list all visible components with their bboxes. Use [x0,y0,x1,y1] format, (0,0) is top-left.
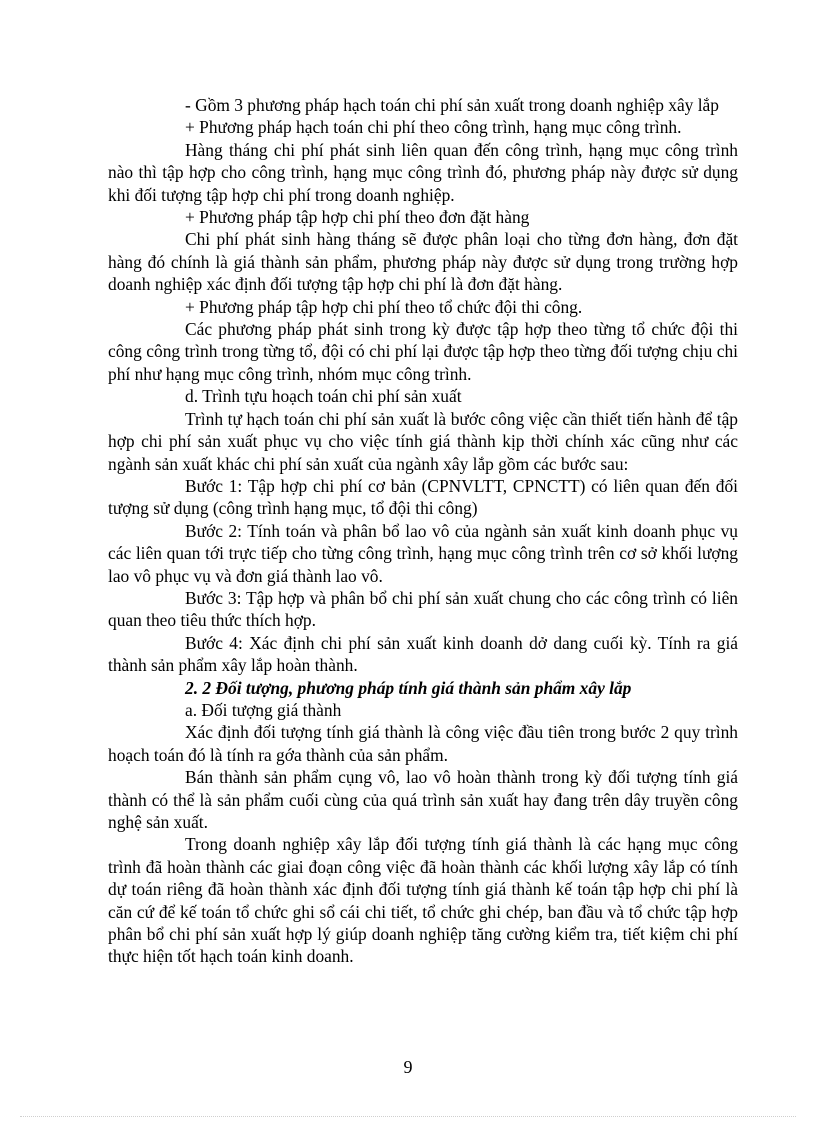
page-bottom-border [20,1116,796,1117]
subheading-d: d. Trình tựu hoạch toán chi phí sản xuất [185,386,462,407]
step-3: Bước 3: Tập hợp và phân bổ chi phí sản xuất chung cho các công trình có liên quan theo tiêu thức thích hợp. [108,587,738,631]
paragraph: Trong doanh nghiệp xây lắp đối tượng tính giá thành là các hạng mục công trình đã hoàn thành các giai đoạn công việc đã hoàn thành các khối lượng xây lắp có tính dự toán riêng đã hoàn thành xác định đối tượng tính giá thành kế toán tập hợp chi phí là căn cứ để kế toán tổ chức ghi sổ cái chi tiết, tổ chức ghi chép, ban đầu và tổ chức tập hợp phân bổ chi phí sản xuất hợp lý giúp doanh nghiệp tăng cường kiểm tra, tiết kiệm chi phí thực hiện tốt hạch toán kinh doanh. [108,834,738,967]
step-1: Bước 1: Tập hợp chi phí cơ bản (CPNVLTT, CPNCTT) có liên quan đến đối tượng sử dụng (công trình hạng mục, tổ đội thi công) [108,475,738,519]
paragraph: Chi phí phát sinh hàng tháng sẽ được phân loại cho từng đơn hàng, đơn đặt hàng đó chính là giá thành sản phẩm, phương pháp này được sử dụng trong trường hợp doanh nghiệp xác định đối tượng tập hợp chi phí là đơn đặt hàng. [108,229,738,295]
paragraph-method-2: + Phương pháp tập hợp chi phí theo đơn đặt hàng [185,207,530,228]
paragraph: Các phương pháp phát sinh trong kỳ được tập hợp theo từng tổ chức đội thi công công trình trong từng tổ, đội có chi phí lại được tập hợp theo từng đối tượng chịu chi phí như hạng mục công trình, nhóm mục công trình. [108,319,738,384]
page-number: 9 [403,1057,413,1077]
section-heading: 2. 2 Đối tượng, phương pháp tính giá thành sản phẩm xây lắp [185,677,632,698]
paragraph: Bán thành sản phẩm cụng vô, lao vô hoàn thành trong kỳ đối tượng tính giá thành có thể là sản phẩm cuối cùng của quá trình sản xuất hay đang trên dây truyền công nghệ sản xuất. [108,767,738,832]
step-2: Bước 2: Tính toán và phân bổ lao vô của ngành sản xuất kinh doanh phục vụ các liên quan tới trực tiếp cho từng công trình, hạng mục công trình trên cơ sở khối lượng lao vô phục vụ và đơn giá thành lao vô. [108,520,738,586]
paragraph-method-3: + Phương pháp tập hợp chi phí theo tổ chức đội thi công. [185,296,583,317]
subheading-a: a. Đối tượng giá thành [185,699,342,720]
step-4: Bước 4: Xác định chi phí sản xuất kinh doanh dở dang cuối kỳ. Tính ra giá thành sản phẩm xây lắp hoàn thành. [108,632,738,676]
paragraph: Trình tự hạch toán chi phí sản xuất là bước công việc cần thiết tiến hành để tập hợp chi phí sản xuất phục vụ cho việc tính giá thành kịp thời chính xác cũng như các ngành sản xuất khác chi phí sản xuất của ngành xây lắp gồm các bước sau: [108,408,738,474]
body-text [108,94,738,968]
paragraph-method-1: + Phương pháp hạch toán chi phí theo công trình, hạng mục công trình. [185,117,682,138]
paragraph: Xác định đối tượng tính giá thành là công việc đầu tiên trong bước 2 quy trình hoạch toán đó là tính ra gớa thành của sản phẩm. [108,722,738,765]
paragraph-intro: - Gồm 3 phương pháp hạch toán chi phí sản xuất trong doanh nghiệp xây lắp [185,95,719,115]
paragraph: Hàng tháng chi phí phát sinh liên quan đến công trình, hạng mục công trình nào thì tập hợp cho công trình, hạng mục công trình đó, phương pháp này được sử dụng khi đối tượng tập hợp chi phí trong doanh nghiệp. [108,139,738,205]
